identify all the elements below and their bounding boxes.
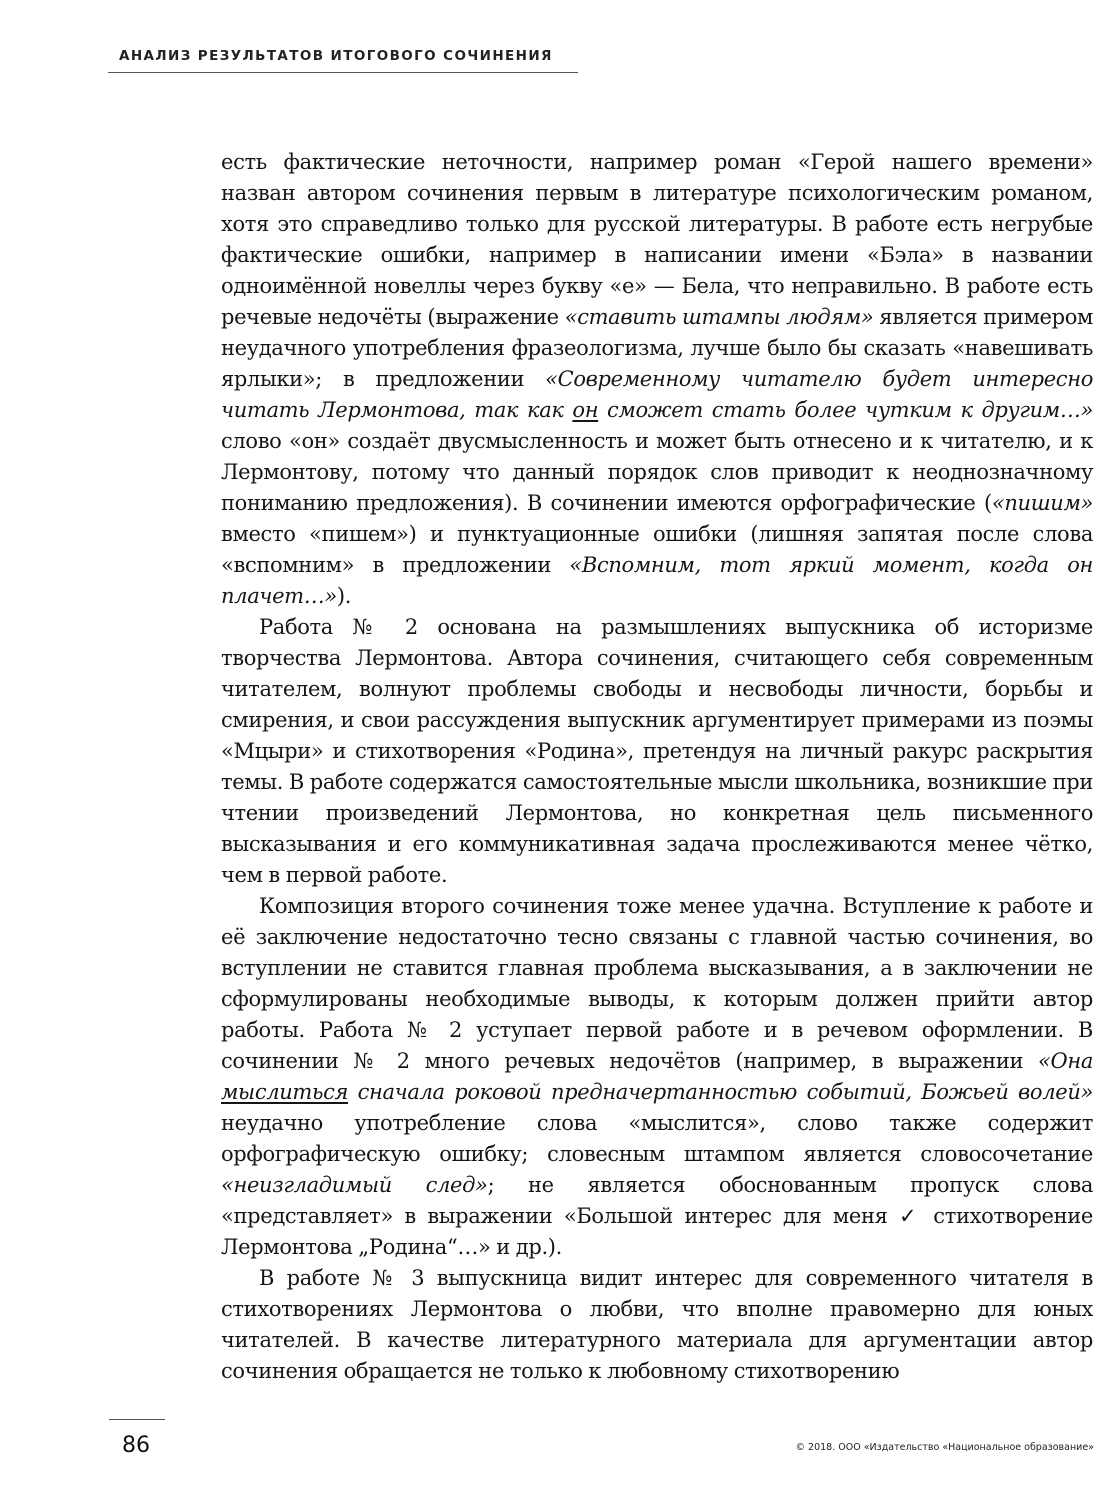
emphasized-text: «Вспомним, тот яркий момент, когда он плачет…» xyxy=(221,553,1093,608)
main-text xyxy=(221,147,1093,1387)
text-run: является примером неудачного употребления фразеологизма, лучше было бы сказать «навешивать ярлыки»; в предложении xyxy=(221,305,1094,391)
emphasized-text: «Современному читателю будет интересно читать Лермонтова, так как xyxy=(221,367,1093,422)
emphasized-text: «ставить штампы людям» xyxy=(564,305,874,329)
header-divider xyxy=(108,72,578,73)
text-run: Работа № 2 основана на размышлениях выпускника об историзме творчества Лермонтова. Автора сочинения, считающего себя современным читателем, волнуют проблемы свободы и несвободы личности, борьбы и смирения, и свои рассуждения выпускник аргументирует примерами из поэмы «Мцыри» и стихотворения «Родина», претендуя на личный ракурс раскрытия темы. В работе содержатся самостоятельные мысли школьника, возникшие при чтении произведений Лермонтова, но конкретная цель письменного высказывания и его коммуникативная задача прослеживаются менее чётко, чем в первой работе. xyxy=(221,615,1093,887)
text-run: вместо «пишем») и пунктуационные ошибки (лишняя запятая после слова «вспомним» в предложении xyxy=(221,522,1093,577)
page-number: 86 xyxy=(122,1433,150,1458)
emphasized-text: «неизгладимый след» xyxy=(221,1173,488,1197)
emphasized-text: он xyxy=(572,398,599,422)
emphasized-text: мыслиться xyxy=(221,1080,349,1104)
text-run: есть фактические неточности, например роман «Герой нашего времени» назван автором сочинения первым в литературе психологическим романом, хотя это справедливо только для русской литературы. В работе есть негрубые фактические ошибки, например в написании имени «Бэла» в названии одноимённой новеллы через букву «е» — Бела, что неправильно. В работе есть речевые недочёты (выражение xyxy=(221,150,1093,329)
text-run: Композиция второго сочинения тоже менее удачна. Вступление к работе и её заключение недостаточно тесно связаны с главной частью сочинения, во вступлении не ставится главная проблема высказывания, а в заключении не сформулированы необходимые выводы, к которым должен прийти автор работы. Работа № 2 уступает первой работе и в речевом оформлении. В сочинении № 2 много речевых недочётов (например, в выражении xyxy=(221,894,1093,1073)
text-run: ; не является обоснованным пропуск слова «представляет» в выражении «Большой интерес для меня ✓ стихотворение Лермонтова „Родина“…» и др.). xyxy=(221,1173,1093,1259)
text-run: неудачно употребление слова «мыслится», слово также содержит орфографическую ошибку; словесным штампом является словосочетание xyxy=(221,1111,1093,1166)
paragraph-1 xyxy=(221,147,1093,612)
footer-divider xyxy=(109,1419,165,1420)
text-run: В работе № 3 выпускница видит интерес для современного читателя в стихотворениях Лермонтова о любви, что вполне правомерно для юных читателей. В качестве литературного материала для аргументации автор сочинения обращается не только к любовному стихотворению xyxy=(221,1266,1093,1383)
text-run: ). xyxy=(336,584,352,608)
text-run: слово «он» создаёт двусмысленность и может быть отнесено и к читателю, и к Лермонтову, потому что данный порядок слов приводит к неоднозначному пониманию предложения). В сочинении имеются орфографические ( xyxy=(221,429,1093,515)
emphasized-text xyxy=(572,398,598,422)
emphasized-text: сможет стать более чутким к другим…» xyxy=(598,398,1093,422)
paragraph-3 xyxy=(221,891,1093,1263)
emphasized-text: сначала роковой предначертанностью событий, Божьей волей» xyxy=(348,1080,1093,1104)
paragraph-2 xyxy=(221,612,1093,891)
emphasized-text: «пишим» xyxy=(991,491,1093,515)
emphasized-text: «Она xyxy=(1037,1049,1093,1073)
paragraph-4 xyxy=(221,1263,1093,1387)
running-head-title: АНАЛИЗ РЕЗУЛЬТАТОВ ИТОГОВОГО СОЧИНЕНИЯ xyxy=(119,48,553,64)
emphasized-text xyxy=(221,1080,348,1104)
copyright-notice: © 2018. ООО «Издательство «Национальное образование» xyxy=(795,1442,1094,1453)
